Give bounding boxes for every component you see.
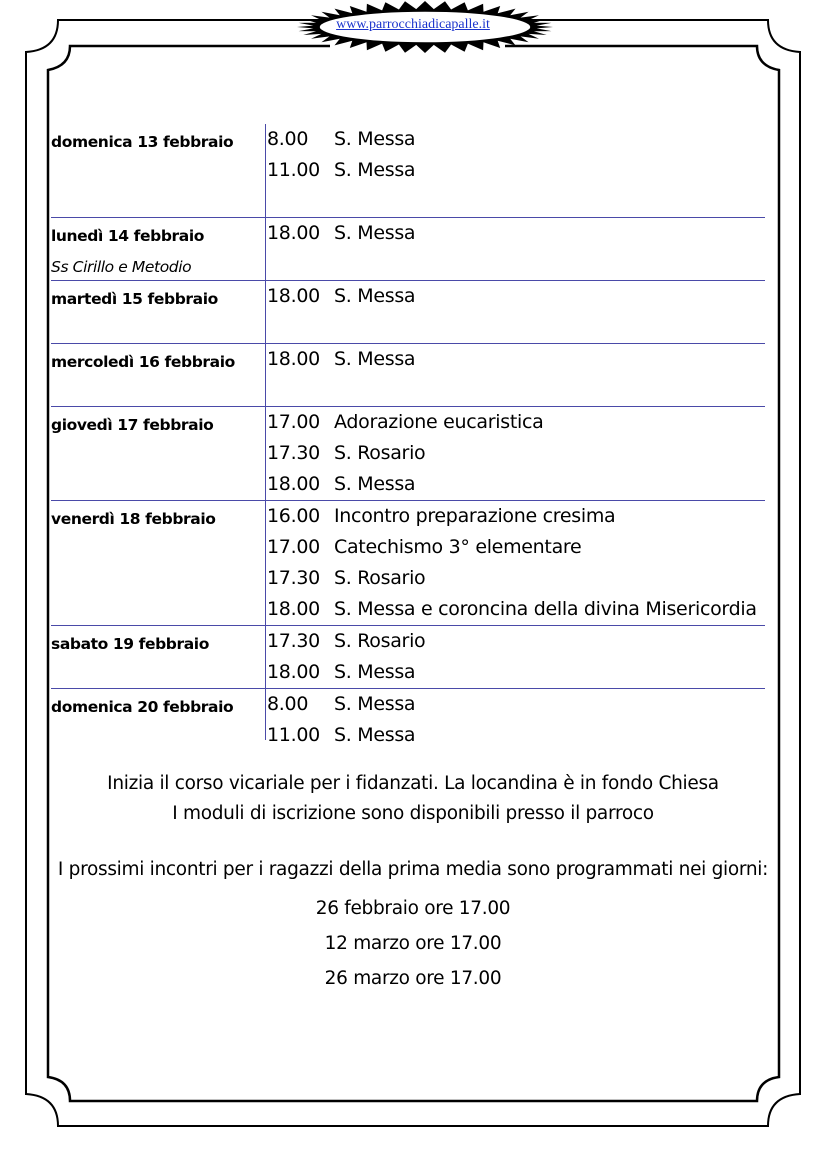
meeting-dates bbox=[0, 891, 826, 996]
event-row bbox=[267, 344, 415, 375]
schedule-day bbox=[51, 625, 765, 688]
weekly-schedule bbox=[51, 124, 765, 751]
day-label bbox=[51, 347, 261, 378]
event-time: 11.00 bbox=[267, 159, 320, 181]
day-name: martedì 15 febbraio bbox=[51, 290, 218, 308]
event-row bbox=[267, 657, 425, 688]
event-description: S. Rosario bbox=[334, 630, 426, 652]
schedule-day bbox=[51, 217, 765, 280]
day-label bbox=[51, 284, 261, 315]
meeting-date: 26 febbraio ore 17.00 bbox=[315, 898, 511, 919]
day-label bbox=[51, 127, 261, 158]
day-label bbox=[51, 504, 261, 535]
event-row bbox=[267, 469, 543, 500]
day-events bbox=[267, 344, 415, 375]
day-label bbox=[51, 221, 261, 283]
event-description: S. Messa bbox=[334, 222, 416, 244]
day-events bbox=[267, 281, 415, 312]
event-description: S. Messa bbox=[334, 159, 416, 181]
event-row bbox=[267, 720, 415, 751]
day-name: venerdì 18 febbraio bbox=[51, 510, 216, 528]
event-time: 17.30 bbox=[267, 630, 320, 652]
event-row bbox=[267, 532, 757, 563]
event-row bbox=[267, 689, 415, 720]
event-row bbox=[267, 155, 415, 186]
day-events bbox=[267, 218, 415, 249]
schedule-day bbox=[51, 406, 765, 500]
event-description: S. Messa bbox=[334, 661, 416, 683]
day-events bbox=[267, 407, 543, 500]
day-label bbox=[51, 692, 261, 723]
event-time: 8.00 bbox=[267, 693, 309, 715]
day-events bbox=[267, 124, 415, 186]
website-link[interactable]: www.parrocchiadicapalle.it bbox=[336, 17, 490, 32]
day-name: domenica 13 febbraio bbox=[51, 133, 234, 151]
event-row bbox=[267, 563, 757, 594]
day-label bbox=[51, 629, 261, 660]
course-notice-line: I moduli di iscrizione sono disponibili presso il parroco bbox=[172, 803, 654, 824]
day-name: domenica 20 febbraio bbox=[51, 698, 234, 716]
course-notice bbox=[0, 769, 826, 829]
event-description: S. Messa bbox=[334, 285, 416, 307]
day-events bbox=[267, 689, 415, 751]
event-time: 18.00 bbox=[267, 661, 320, 683]
event-row bbox=[267, 501, 757, 532]
event-time: 17.30 bbox=[267, 442, 320, 464]
event-description: Adorazione eucaristica bbox=[334, 411, 544, 433]
meetings-intro: I prossimi incontri per i ragazzi della prima media sono programmati nei giorni: bbox=[57, 859, 769, 880]
event-row bbox=[267, 281, 415, 312]
event-description: Incontro preparazione cresima bbox=[334, 505, 616, 527]
event-time: 18.00 bbox=[267, 348, 320, 370]
day-label bbox=[51, 410, 261, 441]
meeting-date: 12 marzo ore 17.00 bbox=[324, 933, 502, 954]
event-description: S. Messa e coroncina della divina Misericordia bbox=[334, 598, 757, 620]
event-description: S. Messa bbox=[334, 693, 416, 715]
day-name: giovedì 17 febbraio bbox=[51, 416, 214, 434]
meetings-notice bbox=[0, 855, 826, 885]
event-description: S. Rosario bbox=[334, 567, 426, 589]
schedule-day bbox=[51, 343, 765, 406]
event-time: 17.00 bbox=[267, 536, 320, 558]
event-row bbox=[267, 124, 415, 155]
day-events bbox=[267, 626, 425, 688]
event-description: S. Messa bbox=[334, 128, 416, 150]
schedule-day bbox=[51, 500, 765, 625]
day-name: mercoledì 16 febbraio bbox=[51, 353, 235, 371]
event-description: S. Rosario bbox=[334, 442, 426, 464]
saint-name: Ss Cirillo e Metodio bbox=[51, 258, 192, 276]
event-time: 18.00 bbox=[267, 285, 320, 307]
schedule-day bbox=[51, 124, 765, 217]
day-name: sabato 19 febbraio bbox=[51, 635, 209, 653]
event-row bbox=[267, 626, 425, 657]
event-description: S. Messa bbox=[334, 724, 416, 746]
course-notice-line: Inizia il corso vicariale per i fidanzati. La locandina è in fondo Chiesa bbox=[107, 773, 719, 794]
event-time: 11.00 bbox=[267, 724, 320, 746]
schedule-day bbox=[51, 688, 765, 751]
day-events bbox=[267, 501, 757, 625]
event-time: 16.00 bbox=[267, 505, 320, 527]
event-row bbox=[267, 218, 415, 249]
meeting-date: 26 marzo ore 17.00 bbox=[324, 968, 502, 989]
day-name: lunedì 14 febbraio bbox=[51, 227, 204, 245]
event-row bbox=[267, 407, 543, 438]
event-time: 8.00 bbox=[267, 128, 309, 150]
event-time: 18.00 bbox=[267, 598, 320, 620]
event-time: 17.00 bbox=[267, 411, 320, 433]
event-description: S. Messa bbox=[334, 473, 416, 495]
event-row bbox=[267, 438, 543, 469]
event-time: 18.00 bbox=[267, 473, 320, 495]
event-time: 17.30 bbox=[267, 567, 320, 589]
event-time: 18.00 bbox=[267, 222, 320, 244]
schedule-day bbox=[51, 280, 765, 343]
event-row bbox=[267, 594, 757, 625]
event-description: S. Messa bbox=[334, 348, 416, 370]
event-description: Catechismo 3° elementare bbox=[334, 536, 582, 558]
